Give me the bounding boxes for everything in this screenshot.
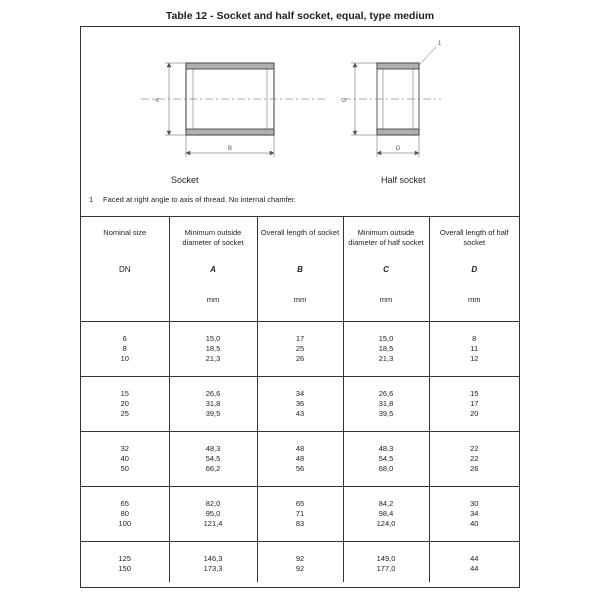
callout-number: 1 bbox=[438, 41, 442, 47]
header-nominal-size: Nominal size bbox=[103, 228, 147, 237]
unit-b: mm bbox=[257, 295, 343, 322]
cell-dn: 32 40 50 bbox=[81, 432, 169, 487]
dim-d-label: D bbox=[395, 146, 401, 152]
cell-d: 30 34 40 bbox=[429, 487, 519, 542]
table-row-group bbox=[81, 377, 519, 432]
half-socket-label: Half socket bbox=[381, 175, 426, 185]
cell-c: 15,0 18,5 21,3 bbox=[343, 322, 429, 377]
cell-b: 65 71 83 bbox=[257, 487, 343, 542]
socket-figure bbox=[81, 27, 519, 212]
socket-label: Socket bbox=[171, 175, 199, 185]
cell-b: 17 25 26 bbox=[257, 322, 343, 377]
cell-c: 48,3 54,5 68,0 bbox=[343, 432, 429, 487]
table-row-group bbox=[81, 542, 519, 582]
cell-a: 82,0 95,0 121,4 bbox=[169, 487, 257, 542]
dim-b-label: B bbox=[227, 146, 233, 152]
cell-a: 15,0 18,5 21,3 bbox=[169, 322, 257, 377]
table-title: Table 12 - Socket and half socket, equal, type medium bbox=[165, 10, 435, 22]
note-number: 1 bbox=[89, 195, 94, 204]
figure-note bbox=[89, 195, 296, 204]
cell-dn: 6 8 10 bbox=[81, 322, 169, 377]
note-text: Faced at right angle to axis of thread. No internal chamfer. bbox=[103, 195, 297, 204]
socket-drawing bbox=[81, 27, 519, 212]
cell-b: 92 92 bbox=[257, 542, 343, 582]
cell-a: 146,3 173,3 bbox=[169, 542, 257, 582]
cell-a: 26,6 31,8 39,5 bbox=[169, 377, 257, 432]
unit-a: mm bbox=[169, 295, 257, 322]
unit-dn bbox=[81, 295, 169, 322]
symbol-b: B bbox=[257, 265, 343, 295]
dimension-table-wrapper bbox=[81, 216, 519, 582]
symbol-row bbox=[81, 265, 519, 295]
cell-c: 26,6 31,8 39,5 bbox=[343, 377, 429, 432]
unit-c: mm bbox=[343, 295, 429, 322]
symbol-c: C bbox=[343, 265, 429, 295]
unit-row bbox=[81, 295, 519, 322]
header-socket-diameter: Minimum outside diameter of socket bbox=[169, 217, 257, 265]
header-socket-length: Overall length of socket bbox=[257, 217, 343, 265]
header-half-socket-length: Overall length of half socket bbox=[429, 217, 519, 265]
cell-dn: 65 80 100 bbox=[81, 487, 169, 542]
cell-d: 22 22 26 bbox=[429, 432, 519, 487]
table-row-group bbox=[81, 487, 519, 542]
callout-leader bbox=[419, 47, 436, 65]
cell-dn: 15 20 25 bbox=[81, 377, 169, 432]
cell-c: 149,0 177,0 bbox=[343, 542, 429, 582]
cell-a: 48,3 54,5 66,2 bbox=[169, 432, 257, 487]
dimension-table bbox=[81, 217, 519, 582]
table-row-group bbox=[81, 322, 519, 377]
header-half-socket-diameter: Minimum outside diameter of half socket bbox=[343, 217, 429, 265]
cell-dn: 125 150 bbox=[118, 554, 131, 573]
unit-d: mm bbox=[429, 295, 519, 322]
dim-c-label: C bbox=[342, 97, 348, 102]
cell-d: 44 44 bbox=[429, 542, 519, 582]
cell-d: 15 17 20 bbox=[429, 377, 519, 432]
table-body bbox=[81, 322, 519, 582]
table-frame bbox=[80, 26, 520, 588]
symbol-dn: DN bbox=[118, 265, 131, 274]
cell-d: 8 11 12 bbox=[429, 322, 519, 377]
cell-b: 48 48 56 bbox=[257, 432, 343, 487]
symbol-a: A bbox=[169, 265, 257, 295]
symbol-d: D bbox=[429, 265, 519, 295]
dim-a-label: A bbox=[155, 97, 161, 102]
cell-c: 84,2 98,4 124,0 bbox=[343, 487, 429, 542]
cell-b: 34 36 43 bbox=[257, 377, 343, 432]
table-row-group bbox=[81, 432, 519, 487]
header-row bbox=[81, 217, 519, 265]
